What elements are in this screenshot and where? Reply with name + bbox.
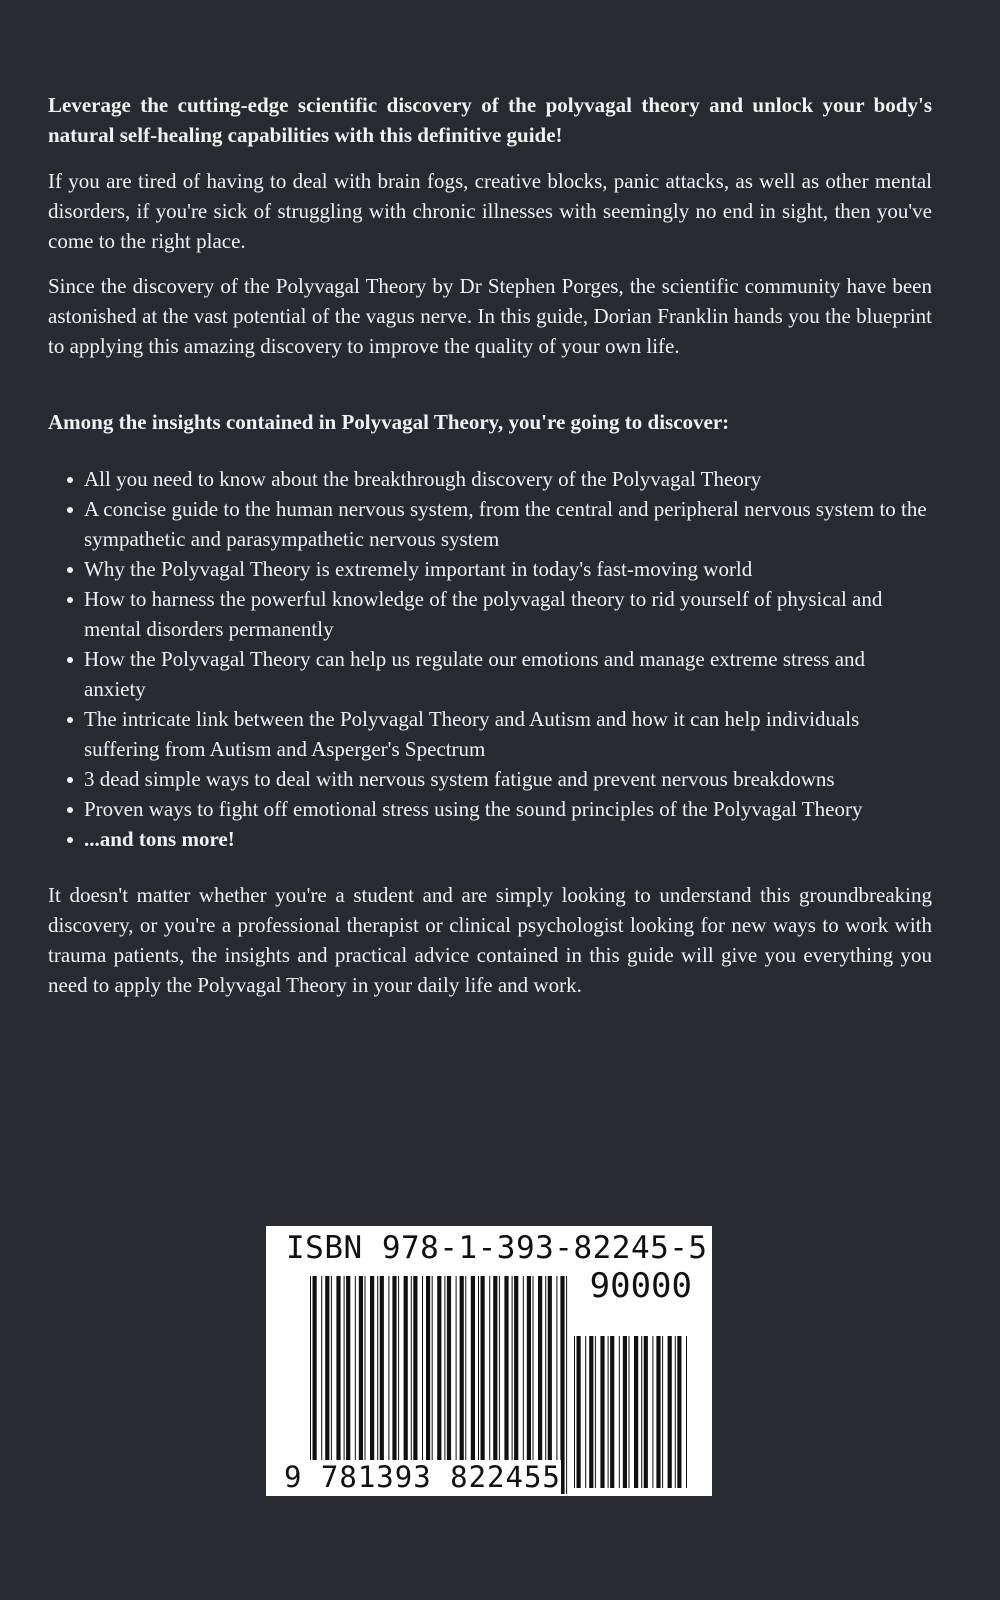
barcode-bar (641, 1336, 642, 1488)
list-item: How to harness the powerful knowledge of the polyvagal theory to rid yourself of physical and mental disorders permanently (84, 584, 932, 644)
barcode-bar (677, 1336, 681, 1488)
list-item: ...and tons more! (84, 824, 932, 854)
isbn-barcode (266, 1226, 712, 1496)
paragraph-2: Since the discovery of the Polyvagal Theory by Dr Stephen Porges, the scientific community have been astonished at the vast potential of the vagus nerve. In this guide, Dorian Franklin hands you the blueprint to applying this amazing discovery to improve the quality of your own life. (48, 274, 932, 358)
barcode-bar (610, 1336, 614, 1488)
barcode-bar (652, 1336, 653, 1488)
barcode-bar (619, 1336, 620, 1488)
isbn-label: ISBN 978-1-393-82245-5 (286, 1230, 708, 1266)
paragraph-1: If you are tired of having to deal with brain fogs, creative blocks, panic attacks, as well as other mental disorders, if you're sick of struggling with chronic illnesses with seemingly no end in sight, then you've come to the right place. (48, 169, 932, 253)
barcode-bar (623, 1336, 627, 1488)
list-item: All you need to know about the breakthrough discovery of the Polyvagal Theory (84, 464, 932, 494)
barcode-bar (675, 1336, 676, 1488)
barcode-bar (595, 1336, 596, 1488)
list-item: How the Polyvagal Theory can help us regulate our emotions and manage extreme stress and anxiety (84, 644, 932, 704)
barcode-bar (686, 1336, 687, 1488)
barcode-bar (560, 1276, 564, 1494)
closing-paragraph: It doesn't matter whether you're a student and are simply looking to understand this groundbreaking discovery, or you're a professional therapist or clinical psychologist looking for new ways to work with trauma patients, the insights and practical advice contained in this guide will give you everything you need to apply the Polyvagal Theory in your daily life and work. (48, 883, 932, 997)
barcode-digits: 9 781393 822455 (284, 1460, 561, 1494)
insights-list (48, 464, 932, 854)
barcode-bar (668, 1336, 672, 1488)
barcode-bar (634, 1336, 638, 1488)
barcode-bar (577, 1336, 581, 1488)
barcode-bar (656, 1336, 660, 1488)
barcode-bar (585, 1336, 586, 1488)
intro-bold: Leverage the cutting-edge scientific discovery of the polyvagal theory and unlock your body's natural self-healing capabilities with this definitive guide! (48, 93, 932, 147)
list-item: The intricate link between the Polyvagal Theory and Autism and how it can help individuals suffering from Autism and Asperger's Spectrum (84, 704, 932, 764)
barcode-bar (574, 1336, 575, 1488)
barcode-bar (662, 1336, 663, 1488)
list-item: Proven ways to fight off emotional stress using the sound principles of the Polyvagal Theory (84, 794, 932, 824)
list-item: 3 dead simple ways to deal with nervous system fatigue and prevent nervous breakdowns (84, 764, 932, 794)
barcode-bar (629, 1336, 630, 1488)
barcode-bar (644, 1336, 648, 1488)
barcode-bar (566, 1276, 567, 1494)
barcode-bar (589, 1336, 593, 1488)
list-item: A concise guide to the human nervous system, from the central and peripheral nervous system to the sympathetic and parasympathetic nervous system (84, 494, 932, 554)
list-item: Why the Polyvagal Theory is extremely important in today's fast-moving world (84, 554, 932, 584)
price-addon: 90000 (589, 1266, 692, 1306)
barcode-bar (600, 1336, 604, 1488)
list-heading: Among the insights contained in Polyvagal Theory, you're going to discover: (48, 410, 730, 434)
barcode-bar (608, 1336, 609, 1488)
